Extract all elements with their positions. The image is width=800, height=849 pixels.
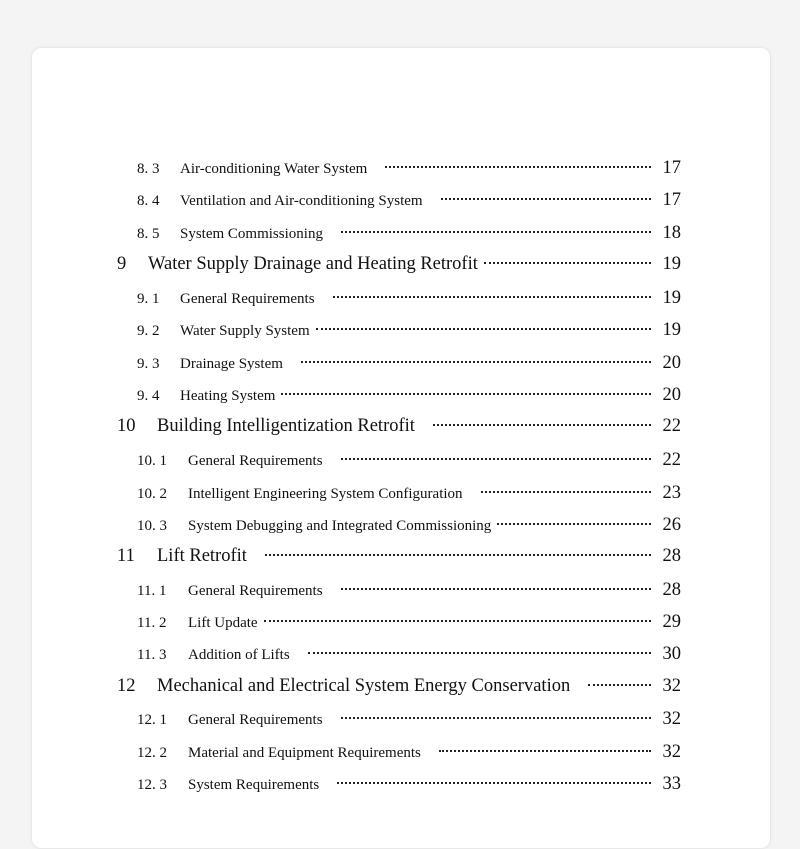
dot-leader <box>433 424 651 426</box>
page-number: 26 <box>662 515 681 535</box>
section-title: General Requirements <box>180 291 315 307</box>
section-number: 12. 2 <box>137 745 167 761</box>
toc-entry-9-4[interactable] <box>137 385 681 406</box>
section-title: Air-conditioning Water System <box>180 161 368 177</box>
toc-entry-9-3[interactable] <box>137 353 681 374</box>
section-number: 8. 3 <box>137 161 160 177</box>
page-number: 22 <box>662 416 681 436</box>
section-title: System Commissioning <box>180 226 323 242</box>
page-number: 30 <box>662 644 681 664</box>
section-title: Intelligent Engineering System Configuration <box>188 486 463 502</box>
dot-leader <box>441 198 651 200</box>
section-title: Drainage System <box>180 356 283 372</box>
chapter-number: 11 <box>117 546 135 566</box>
section-title: General Requirements <box>188 712 323 728</box>
dot-leader <box>481 491 651 493</box>
toc-entry-10-1[interactable] <box>137 450 681 471</box>
section-title: General Requirements <box>188 583 323 599</box>
page-number: 23 <box>662 483 681 503</box>
section-number: 11. 2 <box>137 615 167 631</box>
chapter-number: 10 <box>117 416 136 436</box>
dot-leader <box>341 231 651 233</box>
section-number: 10. 1 <box>137 453 167 469</box>
section-title: System Debugging and Integrated Commissioning <box>188 518 492 534</box>
toc-chapter-11[interactable] <box>117 546 681 567</box>
section-title: General Requirements <box>188 453 323 469</box>
page-number: 28 <box>662 580 681 600</box>
section-title: Ventilation and Air-conditioning System <box>180 193 423 209</box>
section-number: 10. 3 <box>137 518 167 534</box>
dot-leader <box>308 652 651 654</box>
page-number: 18 <box>662 223 681 243</box>
section-number: 9. 4 <box>137 388 160 404</box>
toc-entry-11-1[interactable] <box>137 580 681 601</box>
toc-entry-10-3[interactable] <box>137 515 681 536</box>
page-number: 32 <box>662 709 681 729</box>
dot-leader <box>385 166 651 168</box>
page-number: 32 <box>662 742 681 762</box>
chapter-title: Building Intelligentization Retrofit <box>157 416 415 436</box>
toc-entry-8-4[interactable] <box>137 190 681 211</box>
toc-entry-8-3[interactable] <box>137 158 681 179</box>
page-number: 29 <box>662 612 681 632</box>
chapter-number: 12 <box>117 676 136 696</box>
page-number: 19 <box>662 320 681 340</box>
dot-leader <box>316 328 651 330</box>
section-title: Heating System <box>180 388 276 404</box>
dot-leader <box>497 523 651 525</box>
toc-entry-9-1[interactable] <box>137 288 681 309</box>
toc-chapter-9[interactable] <box>117 254 681 275</box>
chapter-number: 9 <box>117 254 127 274</box>
toc-entry-11-2[interactable] <box>137 612 681 633</box>
chapter-title: Lift Retrofit <box>157 546 247 566</box>
section-number: 9. 2 <box>137 323 160 339</box>
toc-entry-12-1[interactable] <box>137 709 681 730</box>
page-number: 33 <box>662 774 681 794</box>
dot-leader <box>341 588 651 590</box>
page-number: 20 <box>662 353 681 373</box>
toc-entry-9-2[interactable] <box>137 320 681 341</box>
section-title: Lift Update <box>188 615 258 631</box>
section-title: System Requirements <box>188 777 320 793</box>
dot-leader <box>264 620 651 622</box>
section-number: 12. 3 <box>137 777 167 793</box>
section-title: Material and Equipment Requirements <box>188 745 421 761</box>
toc-entry-12-3[interactable] <box>137 774 681 795</box>
page-number: 32 <box>662 676 681 696</box>
dot-leader <box>301 361 651 363</box>
section-number: 9. 3 <box>137 356 160 372</box>
section-number: 10. 2 <box>137 486 167 502</box>
section-number: 11. 3 <box>137 647 167 663</box>
dot-leader <box>337 782 651 784</box>
page-number: 17 <box>662 158 681 178</box>
section-number: 12. 1 <box>137 712 167 728</box>
toc-chapter-12[interactable] <box>117 676 681 697</box>
dot-leader <box>333 296 651 298</box>
section-number: 11. 1 <box>137 583 167 599</box>
page-number: 17 <box>662 190 681 210</box>
page-number: 28 <box>662 546 681 566</box>
page-number: 19 <box>662 254 681 274</box>
toc-entry-11-3[interactable] <box>137 644 681 665</box>
dot-leader <box>281 393 651 395</box>
page-number: 20 <box>662 385 681 405</box>
section-number: 8. 4 <box>137 193 160 209</box>
section-title: Water Supply System <box>180 323 310 339</box>
dot-leader <box>341 717 651 719</box>
section-number: 9. 1 <box>137 291 160 307</box>
section-number: 8. 5 <box>137 226 160 242</box>
toc-chapter-10[interactable] <box>117 416 681 437</box>
dot-leader <box>484 262 651 264</box>
chapter-title: Water Supply Drainage and Heating Retrofit <box>148 254 478 274</box>
page-number: 22 <box>662 450 681 470</box>
dot-leader <box>439 750 651 752</box>
page-number: 19 <box>662 288 681 308</box>
section-title: Addition of Lifts <box>188 647 290 663</box>
toc-entry-8-5[interactable] <box>137 223 681 244</box>
toc-entry-10-2[interactable] <box>137 483 681 504</box>
chapter-title: Mechanical and Electrical System Energy Conservation <box>157 676 571 696</box>
toc-entry-12-2[interactable] <box>137 742 681 763</box>
dot-leader <box>265 554 651 556</box>
dot-leader <box>588 684 651 686</box>
dot-leader <box>341 458 651 460</box>
